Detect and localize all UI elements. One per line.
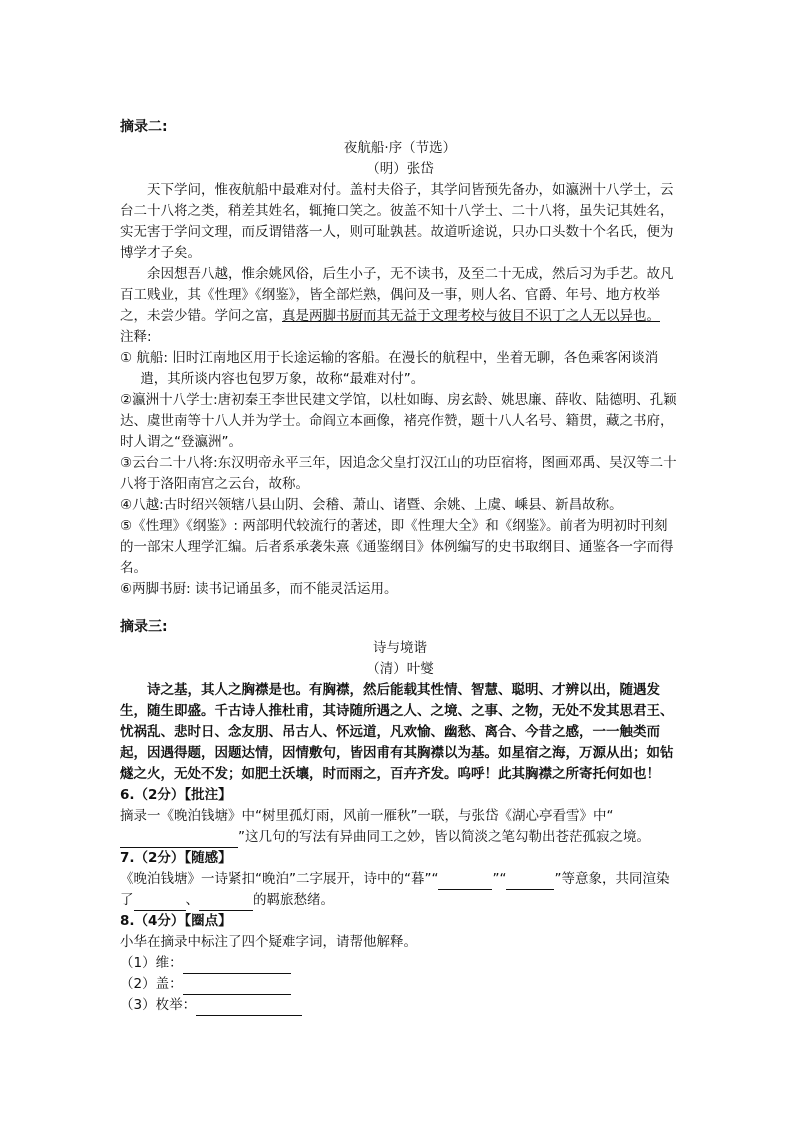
excerpt-three-author: （清）叶燮 <box>366 661 434 677</box>
question-6-answer-blank[interactable] <box>120 832 238 848</box>
question-8-label: 8.（4分）【圈点】 <box>120 913 232 929</box>
notes-label: 注释: <box>120 329 152 345</box>
excerpt-three-paragraph <box>120 680 680 785</box>
question-7-text-part-1: 《晚泊钱塘》一诗紧扣“晚泊”二字展开，诗中的“暮”“ <box>120 871 439 887</box>
question-8-item-2 <box>120 974 680 995</box>
question-8-item-3 <box>120 995 680 1016</box>
question-6-text-part-1: 摘录一《晚泊钱塘》中“树里孤灯雨，风前一雁秋”一联，与张岱《湖心亭看雪》中“ <box>120 808 614 824</box>
excerpt-two-paragraph-1: 天下学问，惟夜航船中最难对付。盖村夫俗子，其学问皆预先备办，如瀛洲十八学士，云台二十八将之类，稍差其姓名，辄掩口笑之。彼盖不知十八学士、二十八将，虽失记其姓名，实无害于学问文理，而反谓错落一人，则可耻孰甚。故道听途说，只办口头数十个名氏，便为博学才子矣。 <box>120 182 674 261</box>
question-6-text-part-2: ”这几句的写法有异曲同工之妙，皆以简淡之笔勾勒出苍茫孤寂之境。 <box>238 829 650 845</box>
excerpt-two <box>120 117 680 600</box>
excerpt-three-heading: 摘录三: <box>120 619 168 635</box>
question-7-text <box>120 869 680 911</box>
question-7-text-part-4: 、 <box>185 892 199 908</box>
paragraph-part-1: 诗之基，其人之胸襟是也。有胸襟，然后能载其性情、智慧、聪明、才辨以出，随遇发生，随生即盛。 <box>120 682 660 719</box>
paragraph-2-text: 余因想吾八越，惟余姚风俗，后生小子，无不读书，及至二十无成，然后习为手艺。故凡百工贱业，其《性理》《纲鉴》，皆全部烂熟，偶问及一事，则人名、官爵、年号、地方枚举之，未尝少错。学问之富， <box>120 266 674 324</box>
item-2-answer-blank[interactable] <box>183 979 291 995</box>
question-7-blank-3[interactable] <box>134 895 186 911</box>
question-8-intro: 小华在摘录中标注了四个疑难字词，请帮他解释。 <box>120 934 417 950</box>
note-2: ②瀛洲十八学士:唐初秦王李世民建文学馆，以杜如晦、房玄龄、姚思廉、薛收、陆德明、孔颖达、虞世南等十八人并为学士。命阎立本画像，褚亮作赞，题十八人名号、籍贯，藏之书府，时人谓之“登瀛洲”。 <box>120 392 677 450</box>
question-7-text-part-5: 的羁旅愁绪。 <box>253 892 334 908</box>
item-1-answer-blank[interactable] <box>183 958 291 974</box>
underlined-sentence: 真是两脚书厨而其无益于文理考校与彼目不识丁之人无以异也。 <box>282 308 660 324</box>
excerpt-two-author: （明）张岱 <box>366 161 434 177</box>
question-6-text <box>120 806 680 848</box>
item-3-label: （3）枚举： <box>120 997 197 1013</box>
question-7-label: 7.（2分）【随感】 <box>120 850 232 866</box>
question-7-blank-1[interactable] <box>438 874 492 890</box>
item-2-label: （2）盖： <box>120 976 183 992</box>
questions-section <box>120 785 680 1016</box>
item-1-label: （1）维： <box>120 955 183 971</box>
excerpt-three-title: 诗与境谐 <box>373 640 427 656</box>
question-7-text-part-3: ”等意象，共同渲染了 <box>120 871 670 908</box>
note-1: ① 航船: 旧时江南地区用于长途运输的客船。在漫长的航程中，坐着无聊，各色乘客闲谈消遣，其所谈内容也包罗万象，故称“最难对付”。 <box>120 350 659 387</box>
excerpt-three <box>120 617 680 785</box>
excerpt-two-paragraph-2 <box>120 264 680 327</box>
question-8-item-1 <box>120 953 680 974</box>
excerpt-two-title: 夜航船·序（节选） <box>343 140 457 156</box>
note-5: ⑤《性理》《纲鉴》: 两部明代较流行的著述，即《性理大全》和《纲鉴》。前者为明初时刊刻的一部宋人理学汇编。后者系承袭朱熹《通鉴纲目》体例编写的史书取纲目、通鉴各一字而得名。 <box>120 518 674 576</box>
question-7-blank-2[interactable] <box>506 874 554 890</box>
note-4: ④八越:古时绍兴领辖八县山阴、会稽、萧山、诸暨、余姚、上虞、嵊县、新昌故称。 <box>120 497 623 513</box>
question-6-label: 6.（2分）【批注】 <box>120 787 232 803</box>
question-7-blank-4[interactable] <box>199 895 253 911</box>
item-3-answer-blank[interactable] <box>196 1000 302 1016</box>
excerpt-two-heading: 摘录二: <box>120 119 168 135</box>
note-6: ⑥两脚书厨: 读书记诵虽多，而不能灵活运用。 <box>120 581 398 597</box>
paragraph-part-2: 千古诗人推杜甫，其诗随所遇之人、之境、之事、之物，无处不发其思君王、忧祸乱、悲时日、念友朋、吊古人、怀远道，凡欢愉、幽愁、离合、今昔之感，一一触类而起，因遇得题，因题达情，因情敷句，皆因甫有其胸襟以为基。如星宿之海，万源从出；如钻燧之火，无处不发；如肥土沃壤，时而雨之，百卉齐发。呜呼！此其胸襟之所寄托何如也！ <box>120 703 674 782</box>
question-7-text-part-2: ”“ <box>492 871 507 887</box>
note-3: ③云台二十八将:东汉明帝永平三年，因追念父皇打汉江山的功臣宿将，图画邓禹、吴汉等二十八将于洛阳南宫之云台，故称。 <box>120 455 677 492</box>
